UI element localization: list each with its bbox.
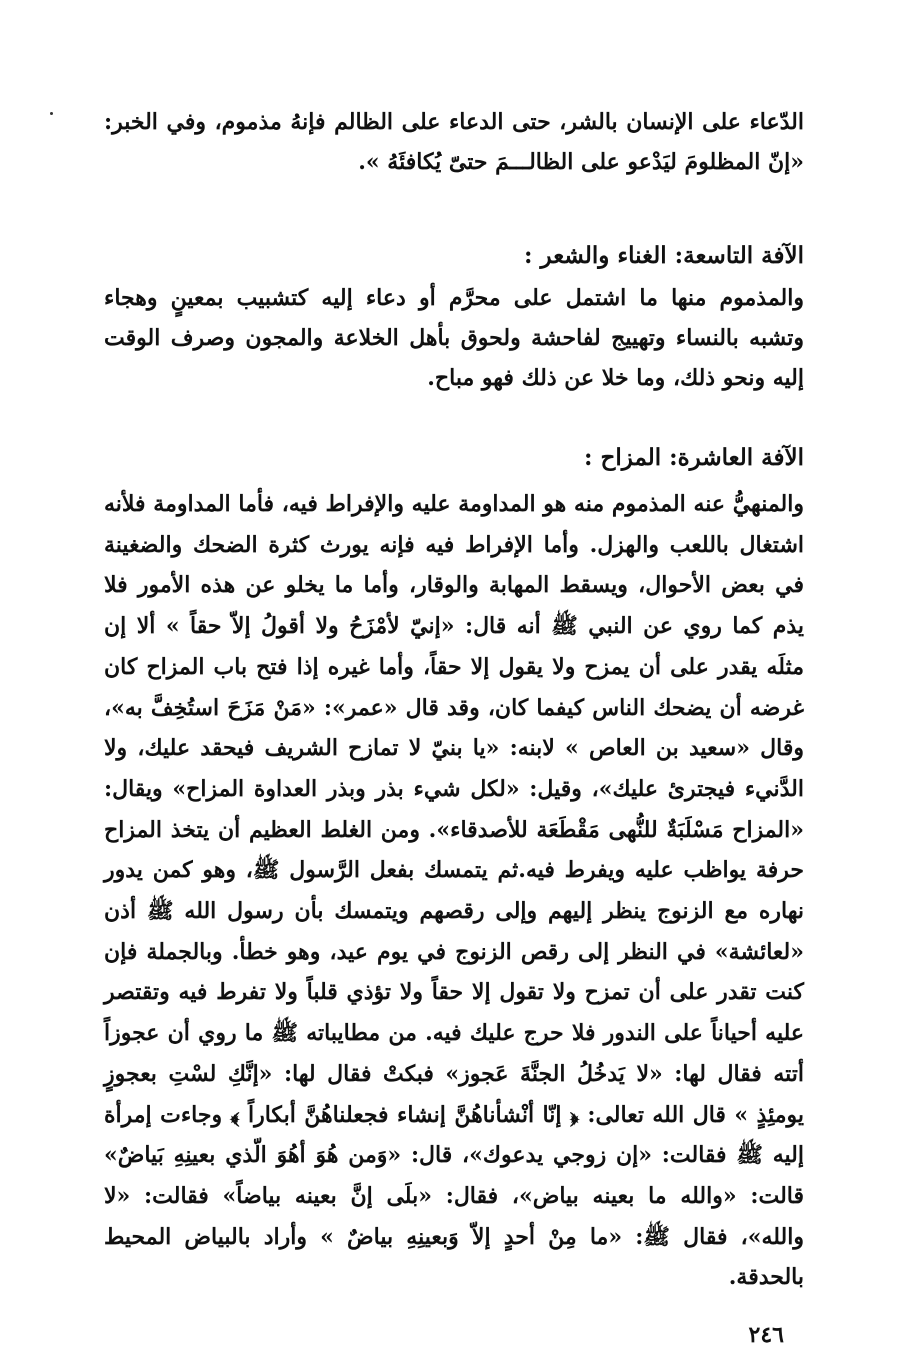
heading-tenth-affliction: الآفة العاشرة: المزاح :	[584, 444, 804, 471]
paragraph-curse-prayer: الدّعاء على الإنسان بالشر، حتى الدعاء على الظالم فإنهُ مذموم، وفي الخبر: «إنّ المظلومَ ليَدْعو على الظالـــمَ حتىّ يُكافئَهُ ».	[104, 109, 804, 175]
page-number: ٢٤٦	[748, 1322, 784, 1348]
scan-speck	[50, 112, 53, 115]
paragraph-joking: والمنهيُّ عنه المذموم منه هو المداومة عليه والإفراط فيه، فأما المداومة فلأنه اشتغال باللعب والهزل. وأما الإفراط فيه فإنه يورث كثرة الضحك والضغينة في بعض الأحوال، ويسقط المهابة والوقار، وأما ما يخلو عن هذه الأمور فلا يذم كما روي عن النبي ﷺ أنه قال: «إنيّ لأمْزَحُ ولا أقولُ إلاّ حقاً » ألا إن مثلَه يقدر على أن يمزح ولا يقول إلا حقاً، وأما غيره إذا فتح باب المزاح كان غرضه أن يضحك الناس كيفما كان، وقد قال «عمر»: «مَنْ مَزَحَ استُخِفَّ به»، وقال «سعيد بن العاص » لابنه: «يا بنيّ لا تمازح الشريف فيحقد عليك، ولا الدَّنيء فيجترئ عليك»، وقيل: «لكل شيء بذر وبذر العداوة المزاح» ويقال: «المزاح مَسْلَبَةٌ للنُّهى مَقْطَعَة للأصدقاء». ومن الغلط العظيم أن يتخذ المزاح حرفة يواظب عليه ويفرط فيه.ثم يتمسك بفعل الرَّسول ﷺ، وهو كمن يدور نهاره مع الزنوج ينظر إليهم وإلى رقصهم ويتمسك بأن رسول الله ﷺ أذن «لعائشة» في النظر إلى رقص الزنوج في يوم عيد، وهو خطأ. وبالجملة فإن كنت تقدر على أن تمزح ولا تقول إلا حقاً ولا تؤذي قلباً ولا تفرط فيه وتقتصر عليه أحياناً على الندور فلا حرج عليك فيه. من مطايباته ﷺ ما روي أن عجوزاً أتته فقال لها: «لا يَدخُلُ الجنَّةَ عَجوز» فبكتْ فقال لها: «إنَّكِ لسْتِ بعجوزٍ يومئِذٍ » قال الله تعالى: ﴿ إنّا أنْشأناهُنَّ إنشاء فجعلناهُنَّ أبكاراً ﴾ وجاءت إمرأة إليه ﷺ فقالت: «إن زوجي يدعوك»، قال: «وَمن هُوَ أهُوَ الّذي بعينِهِ بَياضٌ» قالت: «والله ما بعينه بياض»، فقال: «بلَى إنَّ بعينه بياضاً» فقالت: «لا والله»، فقال ﷺ: «ما مِنْ أحدٍ إلاّ وَبعينِهِ بياضٌ » وأراد بالبياض المحيط بالحدقة.	[104, 491, 804, 1291]
paragraph-singing-poetry: والمذموم منها ما اشتمل على محرَّم أو دعاء إليه كتشبيب بمعينٍ وهجاء وتشبه بالنساء وتهييج لفاحشة ولحوق بأهل الخلاعة والمجون وصرف الوقت إليه ونحو ذلك، وما خلا عن ذلك فهو مباح.	[104, 285, 804, 391]
heading-ninth-affliction: الآفة التاسعة: الغناء والشعر :	[524, 242, 804, 269]
